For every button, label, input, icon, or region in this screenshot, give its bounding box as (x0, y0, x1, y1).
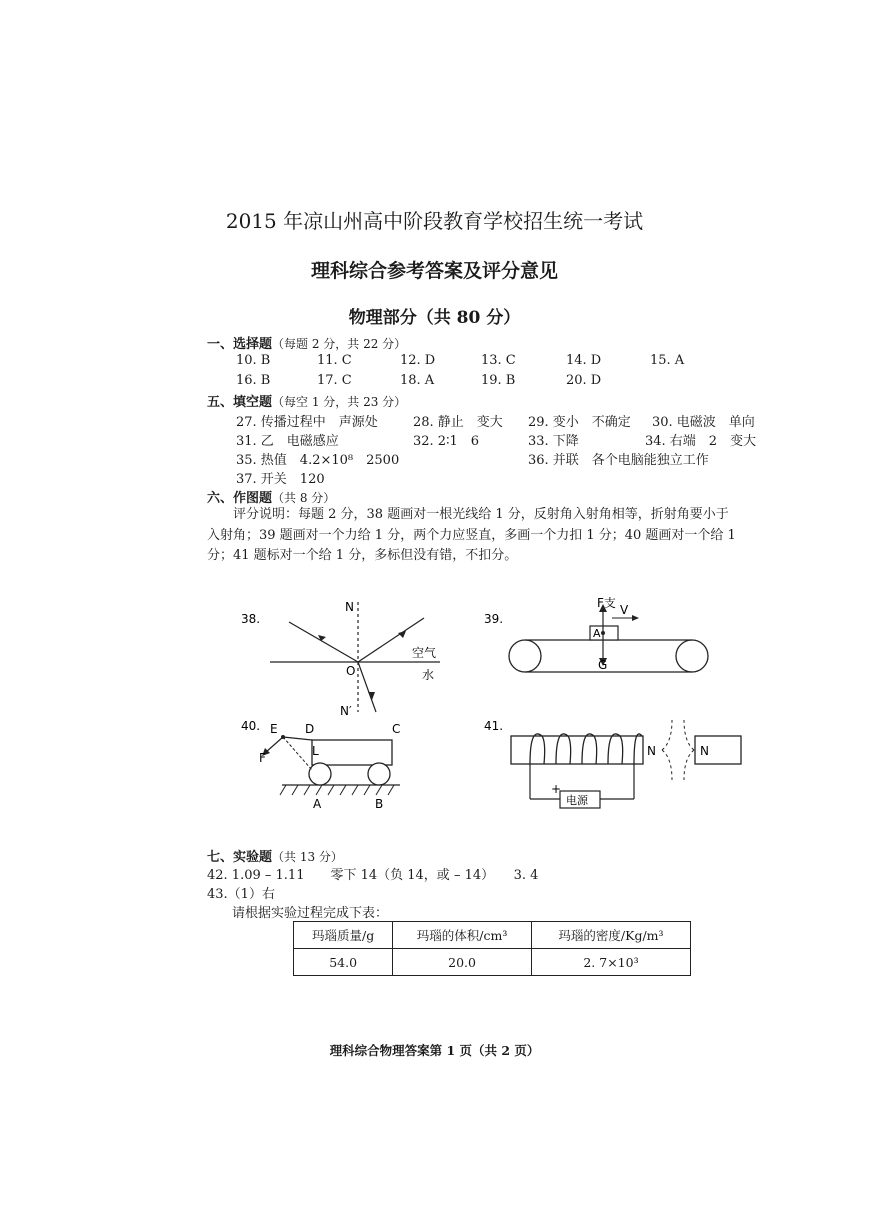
figure-38 (241, 600, 440, 718)
label-power: 电源 (566, 794, 588, 807)
answer-item: 35. 热值 4.2×10⁸ 2500 (236, 453, 400, 468)
scoring-notes (207, 505, 787, 567)
answer-43: 43.（1）右 (207, 887, 275, 902)
table-header-cell: 玛瑙质量/g (294, 922, 393, 949)
scoring-line: 入射角；39 题画对一个力给 1 分，两个力应竖直，多画一个力扣 1 分；40 题画对一个给 1 (207, 527, 736, 543)
label-o: O (346, 664, 356, 678)
answer-item: 28. 静止 变大 (413, 415, 503, 430)
label-e: E (270, 722, 278, 736)
answer-item: 34. 右端 2 变大 (645, 434, 757, 449)
table-header-cell: 玛瑙的密度/Kg/m³ (531, 922, 690, 949)
answer-item: 18. A (400, 373, 435, 388)
scoring-line: 分；41 题标对一个给 1 分，多标但没有错，不扣分。 (207, 548, 518, 563)
answer-item: 15. A (650, 353, 685, 368)
drawing-heading: 六、作图题（共 8 分） (207, 491, 336, 506)
incident-ray (289, 622, 358, 662)
exam-title: 2015 年凉山州高中阶段教育学校招生统一考试 (225, 209, 644, 233)
force-arrow (266, 737, 283, 752)
table-cell: 2. 7×10³ (531, 949, 690, 976)
table-cell: 54.0 (294, 949, 393, 976)
label-v: V (620, 603, 629, 617)
scoring-line: 评分说明：每题 2 分，38 题画对一根光线给 1 分，反射角入射角相等，折射角要小于 (233, 507, 729, 522)
wheel-a (309, 763, 331, 785)
field-lines (662, 720, 694, 780)
label-f: F (259, 751, 266, 765)
left-roller (509, 640, 541, 672)
result-table (293, 921, 691, 976)
answer-item: 12. D (400, 353, 436, 368)
page-footer: 理科综合物理答案第 1 页（共 2 页） (329, 1043, 540, 1058)
table-row (294, 949, 691, 976)
label-water: 水 (422, 668, 435, 682)
answer-item: 10. B (236, 353, 271, 368)
label-fn: F支 (597, 596, 616, 610)
lever-arm-dashed (283, 737, 312, 770)
label-n: N (345, 600, 354, 614)
wheel-b (368, 763, 390, 785)
figure-number: 39. (484, 612, 504, 626)
label-plus: + (551, 782, 562, 796)
answer-item: 37. 开关 120 (236, 472, 325, 487)
answer-item: 33. 下降 (528, 434, 579, 449)
coil-windings (530, 734, 642, 764)
figure-number: 40. (241, 719, 261, 733)
handle (283, 737, 312, 740)
cart-body (312, 740, 392, 765)
fill-row-2 (0, 430, 869, 448)
figure-number: 38. (241, 612, 261, 626)
fill-heading: 五、填空题（每空 1 分，共 23 分） (207, 395, 407, 410)
label-b: B (375, 797, 384, 811)
figure-41 (484, 719, 741, 808)
answer-item: 29. 变小 不确定 (528, 415, 631, 430)
figure-40 (241, 719, 400, 811)
diagrams (0, 590, 869, 830)
label-a: A (593, 627, 601, 640)
experiment-heading: 七、实验题（共 13 分） (207, 850, 343, 865)
answer-item: 30. 电磁波 单向 (652, 415, 755, 430)
label-n-prime: N′ (340, 704, 352, 718)
label-g: G (598, 658, 608, 672)
table-header-cell: 玛瑙的体积/cm³ (393, 922, 532, 949)
label-c: C (392, 722, 401, 736)
right-roller (676, 640, 708, 672)
answer-item: 14. D (566, 353, 602, 368)
answer-item: 31. 乙 电磁感应 (236, 434, 339, 449)
answer-item: 32. 2∶1 6 (413, 434, 480, 449)
label-d: D (305, 722, 315, 736)
table-intro: 请根据实验过程完成下表： (232, 906, 389, 921)
answer-item: 13. C (481, 353, 516, 368)
choice-heading: 一、选择题（每题 2 分，共 22 分） (207, 337, 407, 352)
answer-item: 20. D (566, 373, 602, 388)
table-cell: 20.0 (393, 949, 532, 976)
arrow-icon (368, 692, 375, 700)
label-air: 空气 (412, 646, 437, 660)
figure-number: 41. (484, 719, 504, 733)
fill-row-1 (0, 411, 869, 429)
answer-title: 理科综合参考答案及评分意见 (310, 260, 558, 282)
ground-hatch (280, 785, 394, 795)
fill-row-4 (0, 468, 869, 486)
label-a: A (313, 797, 322, 811)
part-title: 物理部分（共 80 分） (348, 308, 521, 328)
answer-item: 16. B (236, 373, 271, 388)
table-header-row (294, 922, 691, 949)
label-l: L (312, 744, 319, 758)
arrow-icon (632, 615, 639, 621)
answer-item: 17. C (317, 373, 352, 388)
figure-39 (484, 595, 708, 672)
answer-42: 42. 1.09 – 1.11 零下 14（负 14，或 – 14） 3. 4 (207, 868, 539, 883)
fill-row-3 (0, 449, 869, 467)
label-n-right: N (700, 744, 709, 758)
answer-item: 36. 并联 各个电脑能独立工作 (528, 453, 709, 468)
answer-item: 11. C (317, 353, 352, 368)
choice-row-2 (0, 373, 869, 391)
answer-item: 19. B (481, 373, 516, 388)
refracted-ray (358, 662, 376, 712)
answer-item: 27. 传播过程中 声源处 (236, 415, 378, 430)
choice-row-1 (0, 353, 869, 371)
label-n-left: N (647, 744, 656, 758)
